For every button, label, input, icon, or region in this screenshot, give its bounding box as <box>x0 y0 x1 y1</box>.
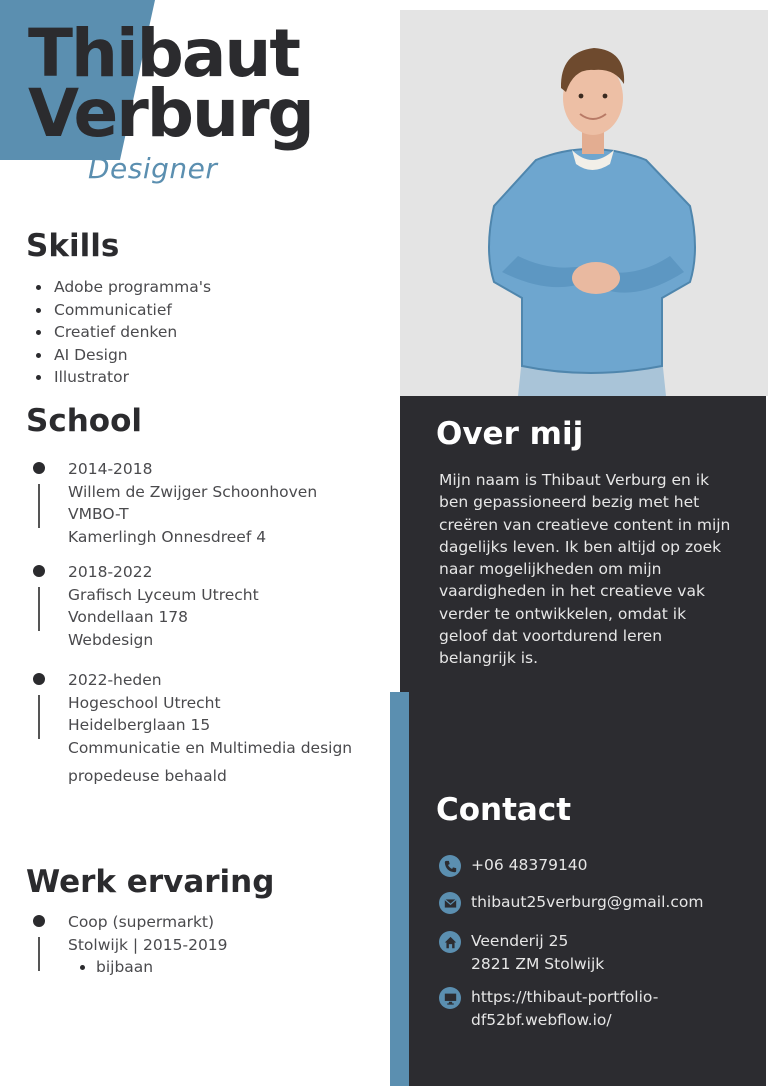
skills-heading: Skills <box>26 228 120 264</box>
school-detail: Heidelberglaan 15 <box>68 716 211 734</box>
timeline-dot <box>33 915 45 927</box>
role-title: Designer <box>88 152 218 185</box>
school-name: Willem de Zwijger Schoonhoven <box>68 482 318 501</box>
timeline-dot <box>33 565 45 577</box>
contact-address <box>439 930 604 975</box>
work-company: Coop (supermarkt) <box>68 913 215 931</box>
website-line[interactable]: df52bf.webflow.io/ <box>471 1010 612 1029</box>
school-detail: VMBO-T <box>68 505 129 523</box>
school-name: Hogeschool Utrecht <box>68 693 221 712</box>
monitor-icon <box>439 987 461 1009</box>
address-line: Veenderij 25 <box>471 932 569 950</box>
school-detail: Communicatie en Multimedia design <box>68 738 353 757</box>
address-line: 2821 ZM Stolwijk <box>471 954 605 973</box>
school-years: 2018-2022 <box>68 563 153 581</box>
accent-bar <box>390 692 409 1086</box>
list-item: Adobe programma's <box>34 276 211 299</box>
last-name: Verburg <box>28 75 313 152</box>
work-heading: Werk ervaring <box>26 864 275 900</box>
school-extra: propedeuse behaald <box>68 767 227 785</box>
contact-email <box>439 891 703 914</box>
list-item: Communicatief <box>34 299 211 322</box>
school-heading: School <box>26 403 142 439</box>
work-bullet: bijbaan <box>68 956 228 979</box>
school-detail: Webdesign <box>68 630 154 649</box>
first-name: Thibaut <box>28 15 299 92</box>
school-detail: Vondellaan 178 <box>68 608 189 626</box>
address-text <box>471 930 604 975</box>
timeline-line <box>38 937 40 971</box>
timeline-line <box>38 484 40 528</box>
contact-phone <box>439 854 588 877</box>
school-years: 2022-heden <box>68 671 162 689</box>
contact-website <box>439 986 658 1031</box>
website-line[interactable]: https://thibaut-portfolio- <box>471 988 659 1006</box>
school-entry-text <box>68 561 259 651</box>
list-item: Illustrator <box>34 366 211 389</box>
timeline-line <box>38 587 40 631</box>
home-icon <box>439 931 461 953</box>
school-entry-text <box>68 458 317 548</box>
person-illustration <box>400 10 768 396</box>
list-item: Creatief denken <box>34 321 211 344</box>
skills-list <box>34 276 211 389</box>
school-years: 2014-2018 <box>68 460 153 478</box>
email-address[interactable]: thibaut25verburg@gmail.com <box>471 893 704 911</box>
school-entry-text <box>68 669 352 788</box>
school-name: Grafisch Lyceum Utrecht <box>68 585 259 604</box>
phone-icon <box>439 855 461 877</box>
contact-heading: Contact <box>436 792 572 828</box>
work-place-period: Stolwijk | 2015-2019 <box>68 935 228 954</box>
website-link[interactable] <box>471 986 658 1031</box>
about-text: Mijn naam is Thibaut Verburg en ik ben gepassioneerd bezig met het creëren van creatieve content in mijn dagelijks leven. Ik ben altijd op zoek naar mogelijkheden om mijn vaardigheden in het creatieve vak verder te ontwikkelen, omdat ik geloof dat voortdurend leren belangrijk is. <box>439 471 731 668</box>
about-heading: Over mij <box>436 416 584 452</box>
timeline-line <box>38 695 40 739</box>
timeline-dot <box>33 462 45 474</box>
mail-icon <box>439 892 461 914</box>
school-detail: Kamerlingh Onnesdreef 4 <box>68 527 267 546</box>
name-header <box>28 15 313 152</box>
work-entry-text <box>68 911 228 979</box>
phone-number[interactable]: +06 48379140 <box>471 856 588 874</box>
profile-photo <box>400 10 768 396</box>
list-item: AI Design <box>34 344 211 367</box>
timeline-dot <box>33 673 45 685</box>
